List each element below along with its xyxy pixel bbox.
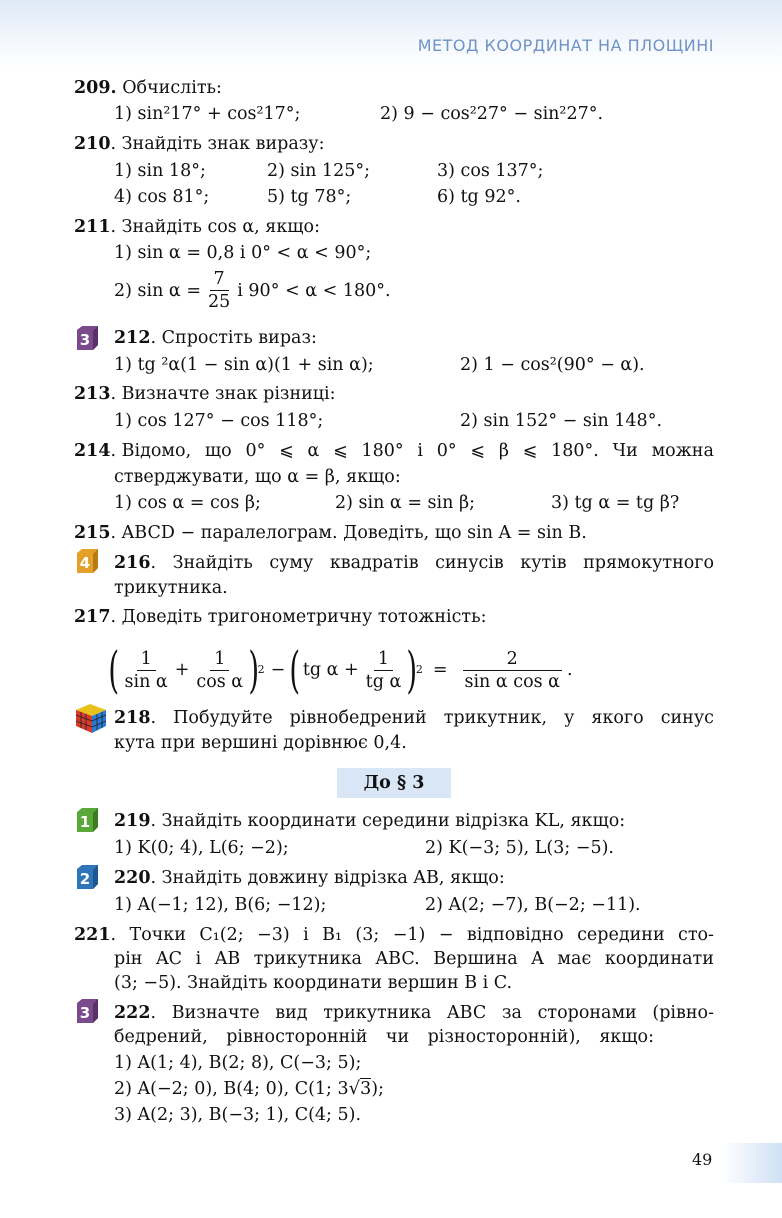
problem-216: [114, 552, 714, 574]
word: .: [150, 1003, 157, 1023]
plus-sign: +: [174, 660, 190, 680]
level-3-badge-icon: [74, 325, 100, 351]
numerator: 1: [210, 648, 229, 671]
item: 2) sin 152° − sin 148°.: [460, 411, 663, 431]
paren: (: [289, 641, 301, 699]
problem-219: [114, 810, 625, 832]
word: прямокутного: [583, 553, 714, 573]
word: Чи: [612, 441, 638, 461]
word: має: [557, 949, 592, 969]
page-number: 49: [692, 1150, 713, 1169]
word: (3;: [355, 925, 380, 945]
word: що: [204, 441, 232, 461]
item: 3) A(2; 3), B(−3; 1), C(4; 5).: [114, 1105, 362, 1125]
problem-220: [114, 867, 505, 889]
fraction: [121, 648, 172, 693]
problem-number: 214: [74, 441, 111, 461]
word: ⩽: [279, 441, 294, 461]
numerator: 7: [210, 268, 229, 291]
problem-text: . Знайдіть cos α, якщо:: [110, 217, 320, 237]
page-number-band: [722, 1143, 782, 1183]
problem-text: . Знайдіть знак виразу:: [110, 134, 325, 154]
word: −3): [257, 925, 290, 945]
minus-sign: −: [270, 660, 286, 680]
item-text: );: [371, 1079, 385, 1099]
problem-text: . Знайдіть довжину відрізка AB, якщо:: [150, 868, 505, 888]
word: суму: [269, 553, 314, 573]
word: 0°: [245, 441, 266, 461]
word: рін: [114, 949, 143, 969]
problem-number: 218: [114, 708, 151, 728]
word: синус: [660, 708, 714, 728]
word: координати: [604, 949, 714, 969]
word: рівносторонній: [226, 1027, 368, 1047]
problem-text: . Доведіть тригонометричну тотожність:: [110, 607, 487, 627]
numerator: 1: [137, 648, 156, 671]
problem-213: [74, 383, 336, 405]
fraction: [362, 648, 406, 693]
problem-222: [114, 1002, 714, 1024]
word: 0°: [436, 441, 457, 461]
level-1-badge-icon: [74, 807, 100, 833]
item: 1) A(1; 4), B(2; 8), C(−3; 5);: [114, 1053, 362, 1073]
word: C₁(2;: [199, 925, 244, 945]
word: і: [303, 925, 309, 945]
word: Вершина: [433, 949, 518, 969]
word: якого: [591, 708, 644, 728]
tg-term: tg α +: [302, 660, 359, 680]
problem-number: 212: [114, 328, 151, 348]
item-text: 2) sin α =: [114, 280, 201, 301]
problem-number: 222: [114, 1003, 151, 1023]
word: у: [564, 708, 575, 728]
word: відповідно: [466, 925, 564, 945]
fraction: [192, 648, 247, 693]
level-4-badge-icon: [74, 548, 100, 574]
word: B₁: [322, 925, 342, 945]
word: .: [150, 553, 157, 573]
svg-text:4: 4: [79, 554, 91, 572]
word: кутів: [520, 553, 567, 573]
word: 180°: [361, 441, 404, 461]
paren: (: [108, 641, 120, 699]
item-text: і 90° < α < 180°.: [237, 280, 391, 301]
item: [114, 1078, 384, 1100]
equals-sign: =: [432, 660, 448, 680]
problem-text: трикутника.: [114, 578, 228, 598]
problem-text: (3; −5). Знайдіть координати вершин B і C.: [114, 973, 513, 993]
word: можна: [651, 441, 714, 461]
word: β: [498, 441, 509, 461]
word: α: [307, 441, 320, 461]
word: ⩽: [470, 441, 486, 461]
problem-211: [74, 216, 320, 238]
word: ⩽: [522, 441, 538, 461]
problem-text: . Спростіть вираз:: [150, 328, 317, 348]
word: сто-: [678, 925, 714, 945]
word: квадратів: [329, 553, 419, 573]
problem-209: [74, 77, 222, 99]
problem-215: [74, 522, 587, 544]
paren: ): [248, 641, 260, 699]
word: якщо:: [599, 1027, 654, 1047]
item: 2) sin α = sin β;: [335, 493, 475, 513]
word: AB: [214, 949, 241, 969]
item: 2) sin 125°;: [267, 161, 370, 181]
problem-number: 210: [74, 134, 111, 154]
word: Точки: [129, 925, 186, 945]
item: 1) sin 18°;: [114, 161, 206, 181]
problem-214: [74, 440, 714, 462]
item: 3) cos 137°;: [437, 161, 544, 181]
radicand: 3: [360, 1079, 372, 1099]
problem-text: Обчисліть:: [122, 78, 222, 98]
denominator: sin α cos α: [464, 671, 560, 692]
item: 2) 9 − cos²27° − sin²27°.: [380, 104, 604, 124]
denominator: cos α: [196, 671, 244, 692]
problem-text: . ABCD − паралелограм. Доведіть, що sin A = sin B.: [110, 523, 587, 543]
word: трикутник,: [443, 708, 548, 728]
word: чи: [385, 1027, 410, 1047]
section-heading: До § 3: [337, 768, 451, 798]
problem-number: 213: [74, 384, 111, 404]
word: . Відомо,: [110, 441, 192, 461]
item: 2) K(−3; 5), L(3; −5).: [425, 838, 614, 858]
word: трикутника: [323, 1003, 432, 1023]
denominator: tg α: [365, 671, 402, 692]
problem-218: [114, 707, 714, 729]
denominator: 25: [207, 292, 231, 312]
numerator: 2: [463, 648, 562, 671]
item: 1) cos 127° − cos 118°;: [114, 411, 324, 431]
word: Визначте: [171, 1003, 260, 1023]
problem-text: . Знайдіть координати середини відрізка KL, якщо:: [150, 811, 626, 831]
problem-text: [114, 1026, 654, 1048]
denominator: sin α: [124, 671, 168, 692]
problem-number: 221: [74, 925, 111, 945]
identity-formula: ( $\frac{1}{\text{sin α}}$ + $\frac{1}{\text{cos α}}$ ) 2 − ( tg α + $\frac{1}{\text{tg α}}$ ) 2 = $\frac{2}{\text{sin α cos α}}$ .: [108, 641, 573, 699]
problem-number: 219: [114, 811, 151, 831]
word: Побудуйте: [173, 708, 273, 728]
word: −1): [392, 925, 426, 945]
fraction: [460, 648, 564, 693]
problem-number: 217: [74, 607, 111, 627]
item: 6) tg 92°.: [437, 187, 521, 207]
item: 1) sin α = 0,8 і 0° < α < 90°;: [114, 243, 372, 263]
word: AC: [156, 949, 183, 969]
word: (рівно-: [652, 1003, 714, 1023]
item: 2) 1 − cos²(90° − α).: [460, 355, 645, 375]
word: .: [150, 708, 157, 728]
word: .: [110, 925, 117, 945]
problem-210: [74, 133, 325, 155]
svg-text:1: 1: [79, 813, 91, 831]
level-2-badge-icon: [74, 864, 100, 890]
problem-text: . Визначте знак різниці:: [110, 384, 336, 404]
item: 1) sin²17° + cos²17°;: [114, 104, 301, 124]
word: бедрений,: [114, 1027, 208, 1047]
svg-text:3: 3: [79, 331, 91, 349]
word: A: [531, 949, 544, 969]
word: і: [195, 949, 202, 969]
problem-number: 220: [114, 868, 151, 888]
word: вид: [275, 1003, 308, 1023]
word: різносторонній),: [427, 1027, 581, 1047]
svg-text:2: 2: [79, 870, 91, 888]
problem-212: [114, 327, 317, 349]
item: 1) K(0; 4), L(6; −2);: [114, 838, 289, 858]
numerator: 1: [374, 648, 393, 671]
word: за: [501, 1003, 522, 1023]
problem-text: стверджувати, що α = β, якщо:: [114, 467, 401, 487]
word: рівнобедрений: [289, 708, 427, 728]
svg-text:3: 3: [79, 1004, 91, 1022]
problem-221: [74, 924, 714, 946]
word: синусів: [435, 553, 504, 573]
item: 3) tg α = tg β?: [551, 493, 680, 513]
item-text: 2) A(−2; 0), B(4; 0), C(1; 3: [114, 1079, 349, 1099]
item: 1) tg ²α(1 − sin α)(1 + sin α);: [114, 355, 374, 375]
item: 1) cos α = cos β;: [114, 493, 261, 513]
word: ABC: [447, 1003, 487, 1023]
running-header: МЕТОД КООРДИНАТ НА ПЛОЩИНІ: [417, 36, 714, 55]
problem-217: [74, 606, 487, 628]
fraction: [204, 268, 234, 313]
word: −: [438, 925, 454, 945]
word: 180°.: [551, 441, 599, 461]
sqrt-sign: √: [348, 1078, 361, 1099]
header-band: [0, 0, 782, 70]
problem-text: кута при вершині дорівнює 0,4.: [114, 733, 407, 753]
word: трикутника: [253, 949, 362, 969]
rubiks-cube-icon: [74, 702, 108, 734]
word: середини: [577, 925, 665, 945]
word: сторонами: [537, 1003, 637, 1023]
item: 4) cos 81°;: [114, 187, 210, 207]
problem-number: 209.: [74, 78, 117, 98]
level-3-badge-icon: [74, 998, 100, 1024]
word: ABC.: [375, 949, 420, 969]
problem-number: 211: [74, 217, 111, 237]
problem-number: 215: [74, 523, 111, 543]
period: .: [566, 660, 573, 680]
problem-text: [114, 948, 714, 970]
item: 5) tg 78°;: [267, 187, 352, 207]
item: 1) A(−1; 12), B(6; −12);: [114, 895, 327, 915]
problem-number: 216: [114, 553, 151, 573]
word: і: [417, 441, 424, 461]
word: Знайдіть: [172, 553, 253, 573]
item: [114, 268, 391, 313]
paren: ): [406, 641, 418, 699]
item: 2) A(2; −7), B(−2; −11).: [425, 895, 641, 915]
word: ⩽: [333, 441, 348, 461]
